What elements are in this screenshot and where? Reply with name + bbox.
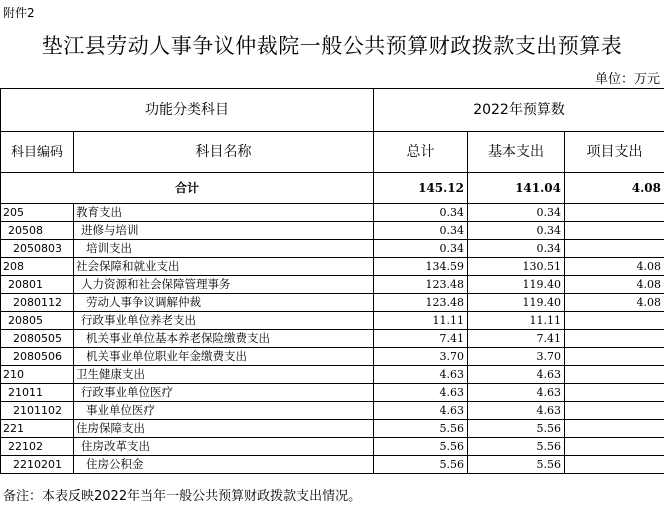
row-name: 事业单位医疗 — [74, 402, 374, 420]
row-code: 20805 — [1, 312, 74, 330]
row-name: 住房公积金 — [74, 456, 374, 474]
row-name: 卫生健康支出 — [74, 366, 374, 384]
row-project — [565, 402, 664, 420]
row-total: 4.63 — [374, 366, 468, 384]
summary-label: 合计 — [1, 173, 374, 204]
row-project — [565, 366, 664, 384]
summary-basic: 141.04 — [468, 173, 565, 204]
row-total: 7.41 — [374, 330, 468, 348]
row-total: 0.34 — [374, 240, 468, 258]
summary-row — [1, 173, 664, 204]
row-total: 5.56 — [374, 420, 468, 438]
row-basic: 0.34 — [468, 222, 565, 240]
row-basic: 119.40 — [468, 276, 565, 294]
row-basic: 0.34 — [468, 204, 565, 222]
table-row — [1, 366, 664, 384]
summary-project: 4.08 — [565, 173, 664, 204]
table-row — [1, 276, 664, 294]
row-total: 0.34 — [374, 222, 468, 240]
row-name: 行政事业单位养老支出 — [74, 312, 374, 330]
row-project — [565, 222, 664, 240]
row-total: 5.56 — [374, 456, 468, 474]
row-total: 123.48 — [374, 294, 468, 312]
row-code: 21011 — [1, 384, 74, 402]
row-basic: 4.63 — [468, 402, 565, 420]
row-project — [565, 438, 664, 456]
table-row — [1, 258, 664, 276]
header-budget: 2022年预算数 — [374, 89, 664, 132]
row-project — [565, 312, 664, 330]
row-basic: 5.56 — [468, 420, 565, 438]
table-row — [1, 222, 664, 240]
row-basic: 119.40 — [468, 294, 565, 312]
row-code: 20801 — [1, 276, 74, 294]
footnote: 备注：本表反映2022年当年一般公共预算财政拨款支出情况。 — [3, 489, 362, 504]
row-project — [565, 456, 664, 474]
row-name: 培训支出 — [74, 240, 374, 258]
row-project — [565, 204, 664, 222]
row-code: 2210201 — [1, 456, 74, 474]
row-code: 208 — [1, 258, 74, 276]
row-name: 机关事业单位基本养老保险缴费支出 — [74, 330, 374, 348]
row-basic: 11.11 — [468, 312, 565, 330]
row-total: 123.48 — [374, 276, 468, 294]
row-code: 2080112 — [1, 294, 74, 312]
row-code: 20508 — [1, 222, 74, 240]
row-code: 2080505 — [1, 330, 74, 348]
row-basic: 4.63 — [468, 366, 565, 384]
table-row — [1, 438, 664, 456]
table-row — [1, 384, 664, 402]
row-code: 210 — [1, 366, 74, 384]
row-total: 3.70 — [374, 348, 468, 366]
row-name: 住房改革支出 — [74, 438, 374, 456]
row-name: 社会保障和就业支出 — [74, 258, 374, 276]
row-name: 住房保障支出 — [74, 420, 374, 438]
row-basic: 3.70 — [468, 348, 565, 366]
row-total: 0.34 — [374, 204, 468, 222]
row-project: 4.08 — [565, 294, 664, 312]
header-basic: 基本支出 — [468, 132, 565, 173]
table-row — [1, 204, 664, 222]
table-row — [1, 312, 664, 330]
row-code: 2101102 — [1, 402, 74, 420]
row-total: 134.59 — [374, 258, 468, 276]
row-code: 2050803 — [1, 240, 74, 258]
header-name: 科目名称 — [74, 132, 374, 173]
row-basic: 0.34 — [468, 240, 565, 258]
row-project: 4.08 — [565, 258, 664, 276]
row-name: 进修与培训 — [74, 222, 374, 240]
summary-total: 145.12 — [374, 173, 468, 204]
row-project: 4.08 — [565, 276, 664, 294]
row-basic: 4.63 — [468, 384, 565, 402]
row-name: 机关事业单位职业年金缴费支出 — [74, 348, 374, 366]
row-code: 205 — [1, 204, 74, 222]
row-total: 4.63 — [374, 384, 468, 402]
table-row — [1, 240, 664, 258]
attachment-label: 附件2 — [3, 6, 35, 20]
table-row — [1, 420, 664, 438]
budget-table — [0, 88, 664, 474]
row-code: 2080506 — [1, 348, 74, 366]
table-row — [1, 348, 664, 366]
header-total: 总计 — [374, 132, 468, 173]
row-project — [565, 240, 664, 258]
row-basic: 7.41 — [468, 330, 565, 348]
row-total: 11.11 — [374, 312, 468, 330]
row-total: 5.56 — [374, 438, 468, 456]
row-name: 行政事业单位医疗 — [74, 384, 374, 402]
row-total: 4.63 — [374, 402, 468, 420]
row-project — [565, 420, 664, 438]
row-name: 人力资源和社会保障管理事务 — [74, 276, 374, 294]
row-name: 教育支出 — [74, 204, 374, 222]
header-project: 项目支出 — [565, 132, 664, 173]
row-code: 221 — [1, 420, 74, 438]
table-row — [1, 456, 664, 474]
page-title: 垫江县劳动人事争议仲裁院一般公共预算财政拨款支出预算表 — [41, 34, 623, 58]
row-name: 劳动人事争议调解仲裁 — [74, 294, 374, 312]
table-row — [1, 402, 664, 420]
row-code: 22102 — [1, 438, 74, 456]
unit-label: 单位：万元 — [594, 72, 660, 87]
table-row — [1, 330, 664, 348]
row-project — [565, 384, 664, 402]
header-code: 科目编码 — [1, 132, 74, 173]
table-row — [1, 294, 664, 312]
row-project — [565, 348, 664, 366]
row-basic: 130.51 — [468, 258, 565, 276]
header-category: 功能分类科目 — [1, 89, 374, 132]
row-basic: 5.56 — [468, 438, 565, 456]
row-project — [565, 330, 664, 348]
row-basic: 5.56 — [468, 456, 565, 474]
